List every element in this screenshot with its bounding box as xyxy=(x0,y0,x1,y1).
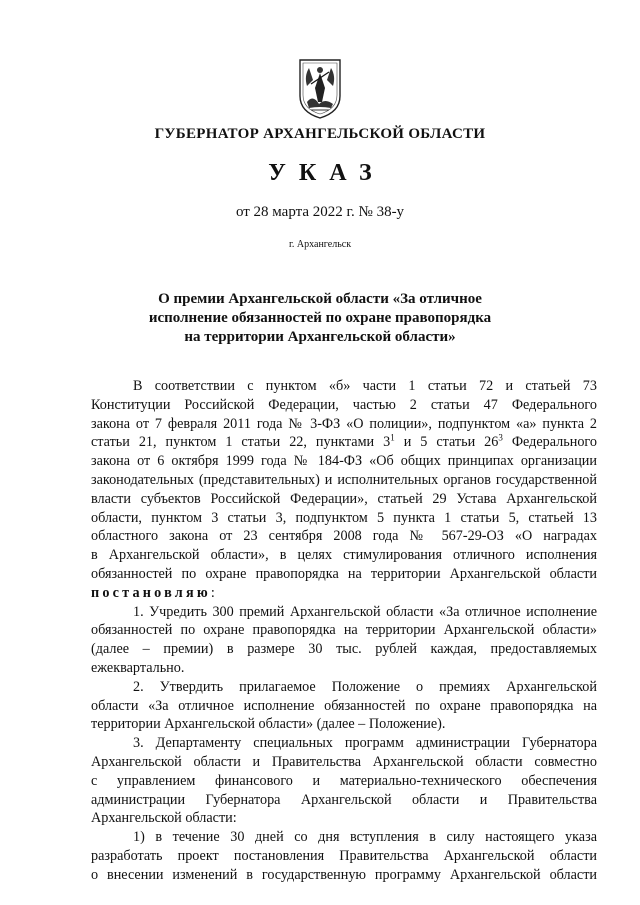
title-line: на территории Архангельской области» xyxy=(184,329,456,345)
body-line: 1) в течение 30 дней со дня вступления в силу настоящего указа xyxy=(133,829,597,846)
body-line: обязанностей по охране правопорядка на территории Архангельской области» xyxy=(91,622,597,639)
decree-word: постановляю xyxy=(91,584,211,601)
body-line: с управлением финансового и материально-технического обеспечения xyxy=(91,772,597,789)
body-line: в Архангельской области», в целях стимулирования отличного исполнения xyxy=(91,547,597,564)
body-line: 1. Учредить 300 премий Архангельской области «За отличное исполнение xyxy=(133,603,597,620)
authority-title: ГУБЕРНАТОР АРХАНГЕЛЬСКОЙ ОБЛАСТИ xyxy=(154,126,486,142)
document-date-number: от 28 марта 2022 г. № 38-у xyxy=(235,204,405,220)
body-line: области «За отличное исполнение обязанностей по охране правопорядка на xyxy=(91,697,597,714)
body-line: статьи 21, пунктом 1 статьи 22, пунктами $3^1$ и 5 статьи $26^3$ Федерального xyxy=(91,432,597,451)
body-line: законодательных (представительных) и исполнительных органов государственной xyxy=(91,471,597,488)
title-line: исполнение обязанностей по охране правопорядка xyxy=(148,310,492,326)
coat-of-arms-icon xyxy=(297,58,343,120)
body-line: о внесении изменений в государственную программу Архангельской области xyxy=(91,866,597,883)
body-line: закона от 7 февраля 2011 года № 3-ФЗ «О полиции», подпунктом «а» пункта 2 xyxy=(91,415,597,432)
body-line: администрации Губернатора Архангельской области и Правительства xyxy=(91,791,597,808)
body-line: (далее – премии) в размере 30 тыс. рублей каждая, предоставляемых xyxy=(91,641,597,658)
body-line: Архангельской области: xyxy=(91,810,237,827)
document-title xyxy=(0,290,640,347)
document-place: г. Архангельск xyxy=(288,239,352,250)
document-type: УКАЗ xyxy=(268,160,385,186)
title-line: О премии Архангельской области «За отличное xyxy=(158,291,482,307)
body-line: ежеквартально. xyxy=(91,659,185,676)
body-line: закона от 6 октября 1999 года № 184-ФЗ «Об общих принципах организации xyxy=(91,453,597,470)
footnote-superscript: 3 xyxy=(498,432,503,443)
body-line: Архангельской области и Правительства Архангельской области совместно xyxy=(91,753,597,770)
body-line: территории Архангельской области» (далее – Положение). xyxy=(91,716,446,733)
body-line: Конституции Российской Федерации, частью 2 статьи 47 Федерального xyxy=(91,396,597,413)
body-line: 2. Утвердить прилагаемое Положение о премиях Архангельской xyxy=(133,678,597,695)
document-body xyxy=(91,377,597,885)
body-line: областного закона от 23 сентября 2008 года № 567-29-ОЗ «О наградах xyxy=(91,528,597,545)
body-line: обязанностей по охране правопорядка на территории Архангельской области xyxy=(91,565,597,582)
body-line: разработать проект постановления Правительства Архангельской области xyxy=(91,847,597,864)
footnote-superscript: 1 xyxy=(390,432,395,443)
body-line: В соответствии с пунктом «б» части 1 статьи 72 и статьей 73 xyxy=(133,378,597,394)
body-line: 3. Департаменту специальных программ администрации Губернатора xyxy=(133,735,597,752)
decree-line: постановляю: xyxy=(91,584,215,601)
body-line: власти субъектов Российской Федерации», статьей 29 Устава Архангельской xyxy=(91,490,597,507)
body-line: области, пунктом 3 статьи 3, подпунктом 5 пункта 1 статьи 5, статьей 13 xyxy=(91,509,597,526)
